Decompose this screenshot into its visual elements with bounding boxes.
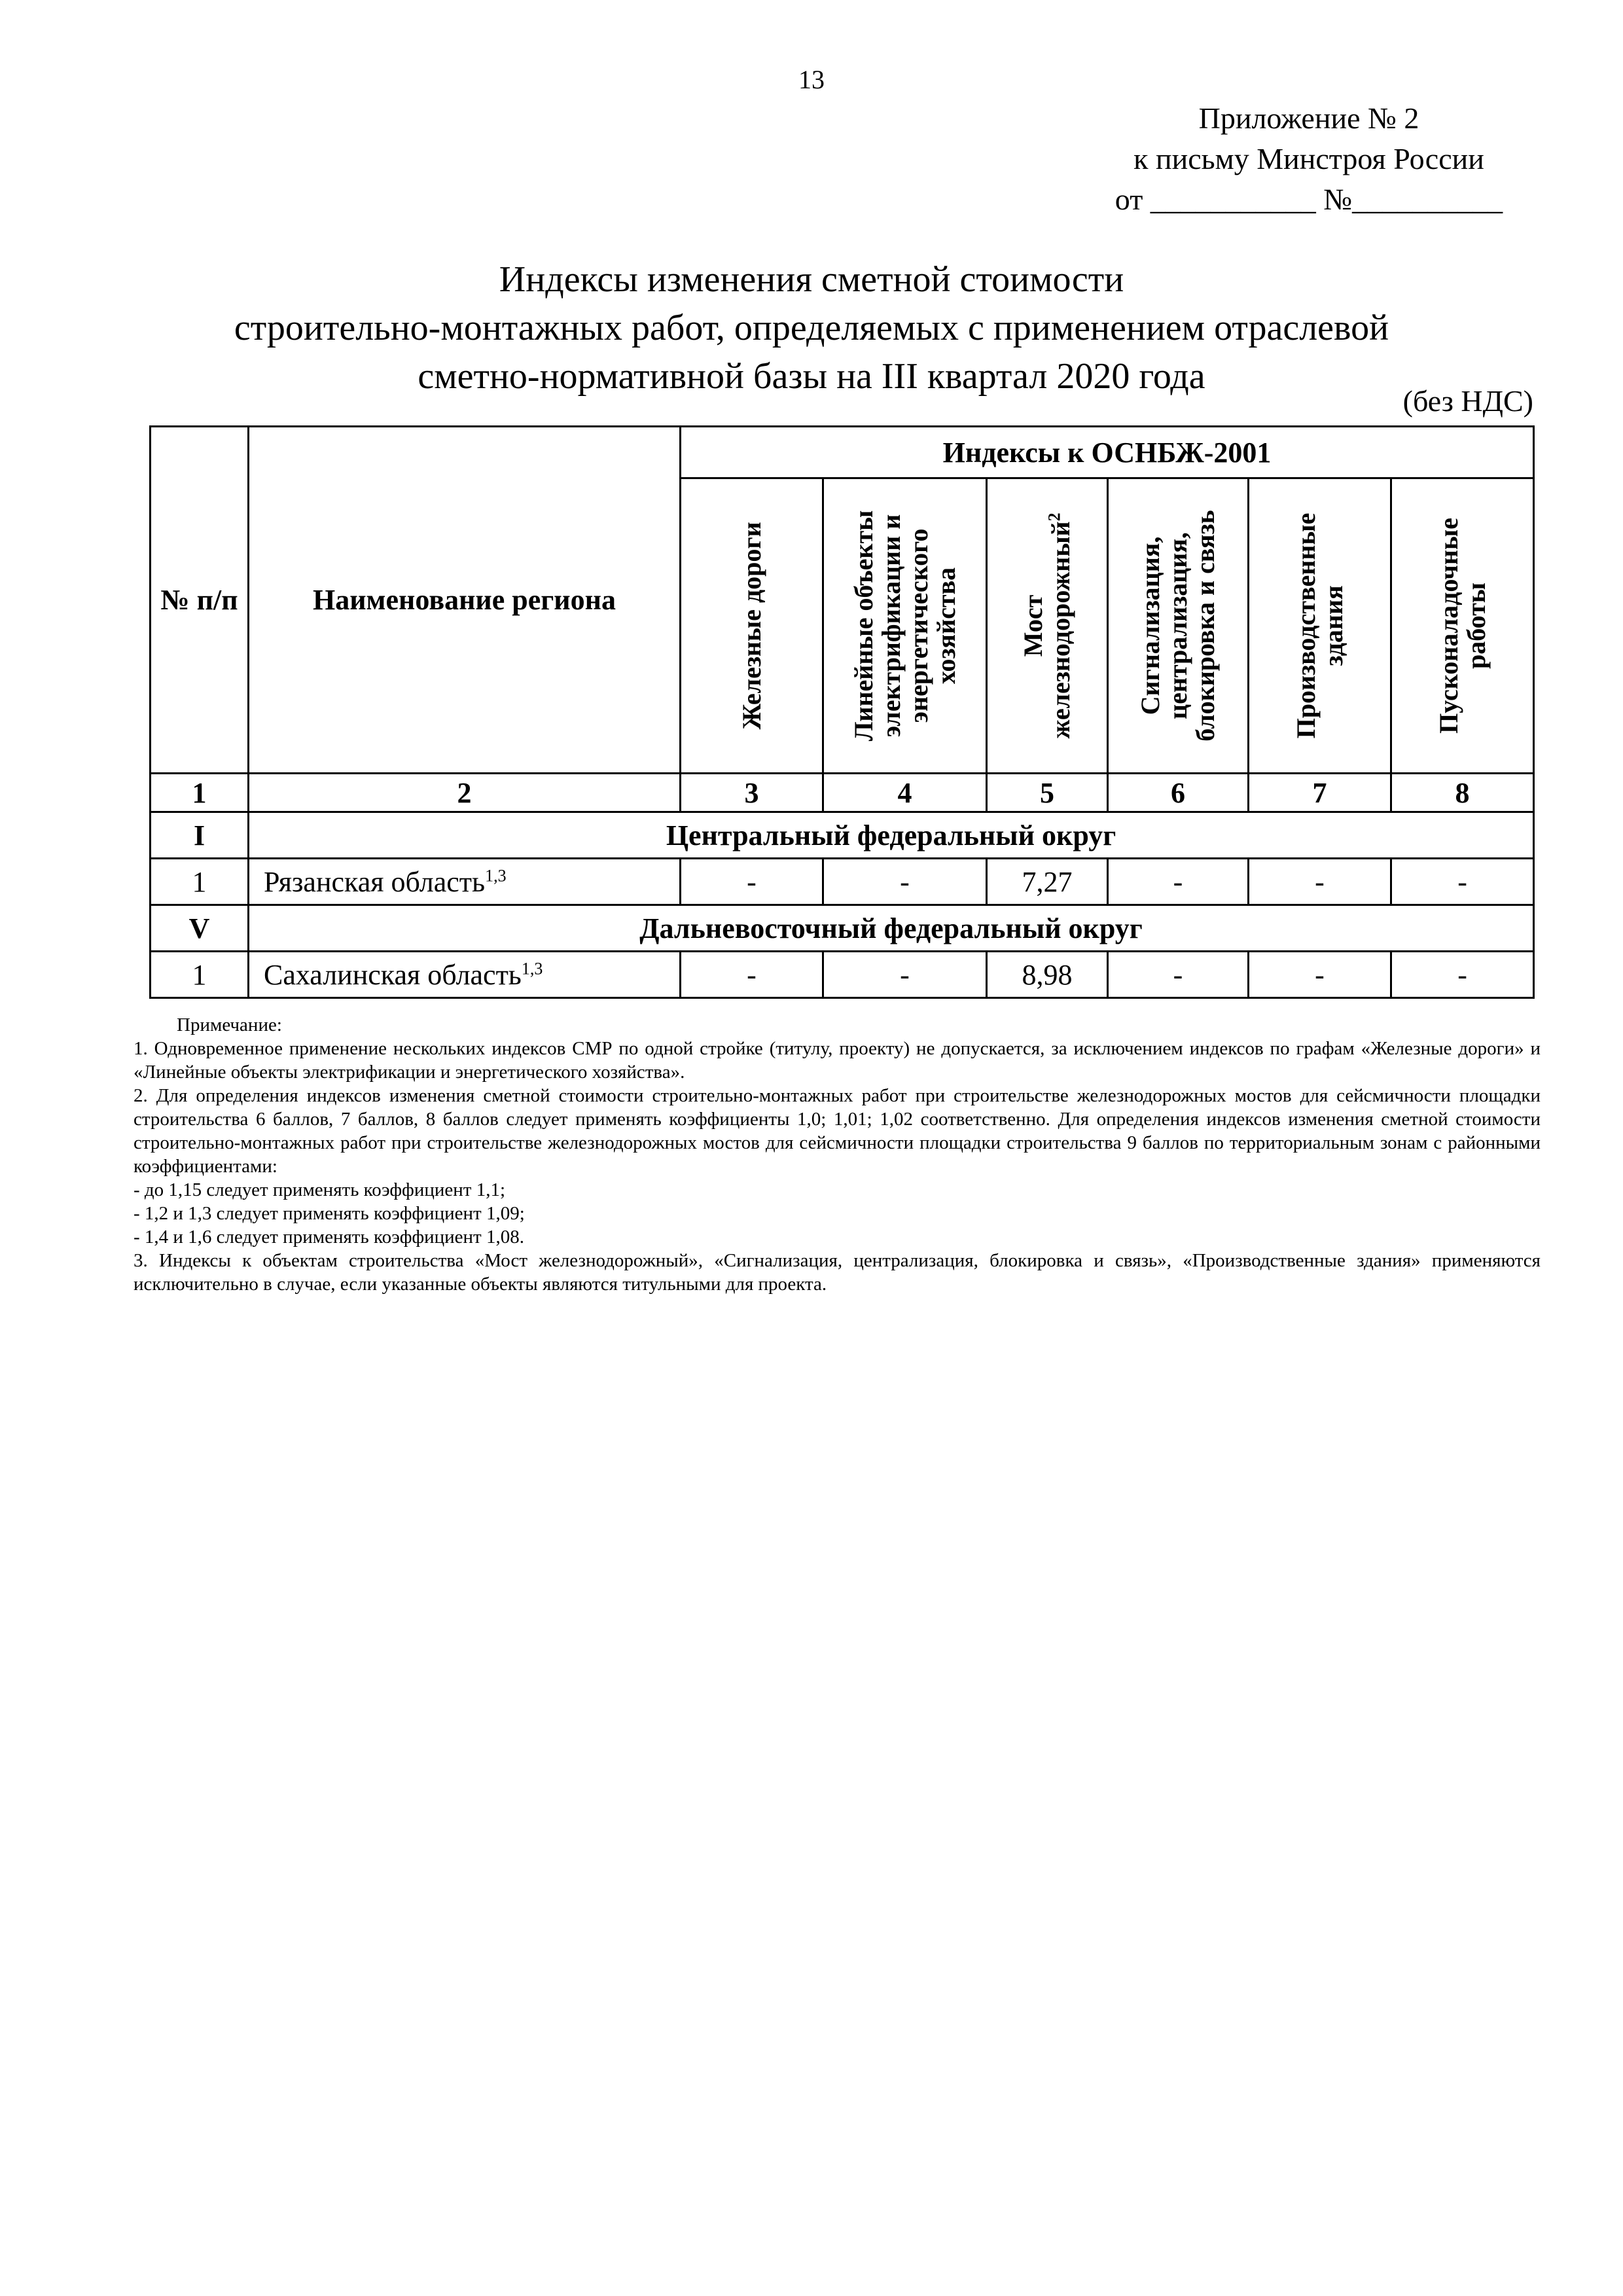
column-number: 7	[1249, 774, 1391, 812]
header-col-commissioning	[1391, 478, 1534, 774]
note-item: 3. Индексы к объектам строительства «Мост железнодорожный», «Сигнализация, централизация, блокировка и связь», «Производственные здания» применяются исключительно в случае, если указанные объекты являются титульными для проекта.	[134, 1250, 1541, 1295]
row-number: 1	[151, 859, 249, 905]
row-value: -	[681, 952, 823, 998]
notes-heading: Примечание:	[177, 1014, 282, 1035]
row-value: -	[1391, 952, 1534, 998]
header-col-signaling-label: Сигнализация, централизация, блокировка и связь	[1135, 510, 1220, 742]
row-region	[249, 859, 681, 905]
title-line-3: сметно-нормативной базы на III квартал 2020 года	[418, 356, 1205, 397]
header-col-signaling	[1108, 478, 1249, 774]
header-col-railways-label: Железные дороги	[736, 522, 766, 730]
column-number: 1	[151, 774, 249, 812]
column-number: 5	[987, 774, 1108, 812]
row-value: -	[1249, 952, 1391, 998]
note-item: - до 1,15 следует применять коэффициент 1,1;	[134, 1179, 506, 1200]
row-region-text: Рязанская область	[264, 865, 486, 898]
section-name: Дальневосточный федеральный округ	[249, 905, 1534, 952]
row-region-text: Сахалинская область	[264, 958, 522, 991]
title-line-2: строительно-монтажных работ, определяемых с применением отраслевой	[234, 308, 1389, 348]
section-roman: V	[151, 905, 249, 952]
appendix-line-3: от ___________ №__________	[1115, 183, 1503, 216]
header-col-bridge	[987, 478, 1108, 774]
header-col-electrification	[823, 478, 987, 774]
column-number: 4	[823, 774, 987, 812]
row-value: 8,98	[987, 952, 1108, 998]
section-row	[151, 812, 1534, 859]
notes-block	[134, 1013, 1541, 1296]
index-table	[149, 425, 1535, 999]
page-number: 13	[798, 65, 825, 94]
row-value: -	[823, 859, 987, 905]
note-item: 1. Одновременное применение нескольких индексов СМР по одной стройке (титулу, проекту) не допускается, за исключением индексов по графам «Железные дороги» и «Линейные объекты электрификации и энергетического хозяйства».	[134, 1038, 1541, 1083]
row-value: -	[1108, 952, 1249, 998]
header-col-railways	[681, 478, 823, 774]
note-item: 2. Для определения индексов изменения сметной стоимости строительно-монтажных работ при строительстве железнодорожных мостов для сейсмичности площадки строительства 6 баллов, 7 баллов, 8 баллов следует применять коэффициенты 1,0; 1,01; 1,02 соответственно. Для определения индексов изменения сметной стоимости строительно-монтажных работ при строительстве железнодорожных мостов для сейсмичности площадки строительства 9 баллов по территориальным зонам с районными коэффициентами:	[134, 1085, 1541, 1177]
note-item: - 1,2 и 1,3 следует применять коэффициент 1,09;	[134, 1203, 525, 1224]
header-col-industrial	[1249, 478, 1391, 774]
column-number: 2	[249, 774, 681, 812]
column-number: 8	[1391, 774, 1534, 812]
row-value: 7,27	[987, 859, 1108, 905]
row-number: 1	[151, 952, 249, 998]
section-row	[151, 905, 1534, 952]
row-region	[249, 952, 681, 998]
table-row	[151, 859, 1534, 905]
appendix-line-1: Приложение № 2	[1198, 101, 1419, 135]
appendix-block	[1080, 98, 1538, 220]
row-region-sup: 1,3	[485, 865, 507, 885]
row-value: -	[1391, 859, 1534, 905]
header-col-electrification-label: Линейные объекты электрификации и энергетического хозяйства	[848, 510, 961, 742]
header-col-industrial-label: Производственные здания	[1291, 512, 1348, 739]
section-name: Центральный федеральный округ	[249, 812, 1534, 859]
table-row	[151, 952, 1534, 998]
document-title	[0, 255, 1623, 401]
row-region-sup: 1,3	[521, 958, 543, 978]
column-number: 3	[681, 774, 823, 812]
header-number: № п/п	[151, 427, 249, 774]
header-col-commissioning-label: Пусконаладочные работы	[1433, 518, 1491, 734]
section-roman: I	[151, 812, 249, 859]
row-value: -	[1108, 859, 1249, 905]
header-col-bridge-label	[1020, 488, 1075, 763]
vat-note: (без НДС)	[1402, 384, 1533, 418]
column-number: 6	[1108, 774, 1249, 812]
header-col-bridge-text: Мост железнодорожный	[1018, 521, 1075, 739]
row-value: -	[823, 952, 987, 998]
header-index-group: Индексы к ОСНБЖ-2001	[681, 427, 1534, 478]
note-item: - 1,4 и 1,6 следует применять коэффициент 1,08.	[134, 1227, 524, 1247]
appendix-line-2: к письму Минстроя России	[1133, 142, 1484, 175]
header-col-bridge-sup: 2	[1044, 512, 1064, 522]
row-value: -	[681, 859, 823, 905]
row-value: -	[1249, 859, 1391, 905]
title-line-1: Индексы изменения сметной стоимости	[499, 259, 1124, 300]
header-region: Наименование региона	[249, 427, 681, 774]
column-numbers-row	[151, 774, 1534, 812]
